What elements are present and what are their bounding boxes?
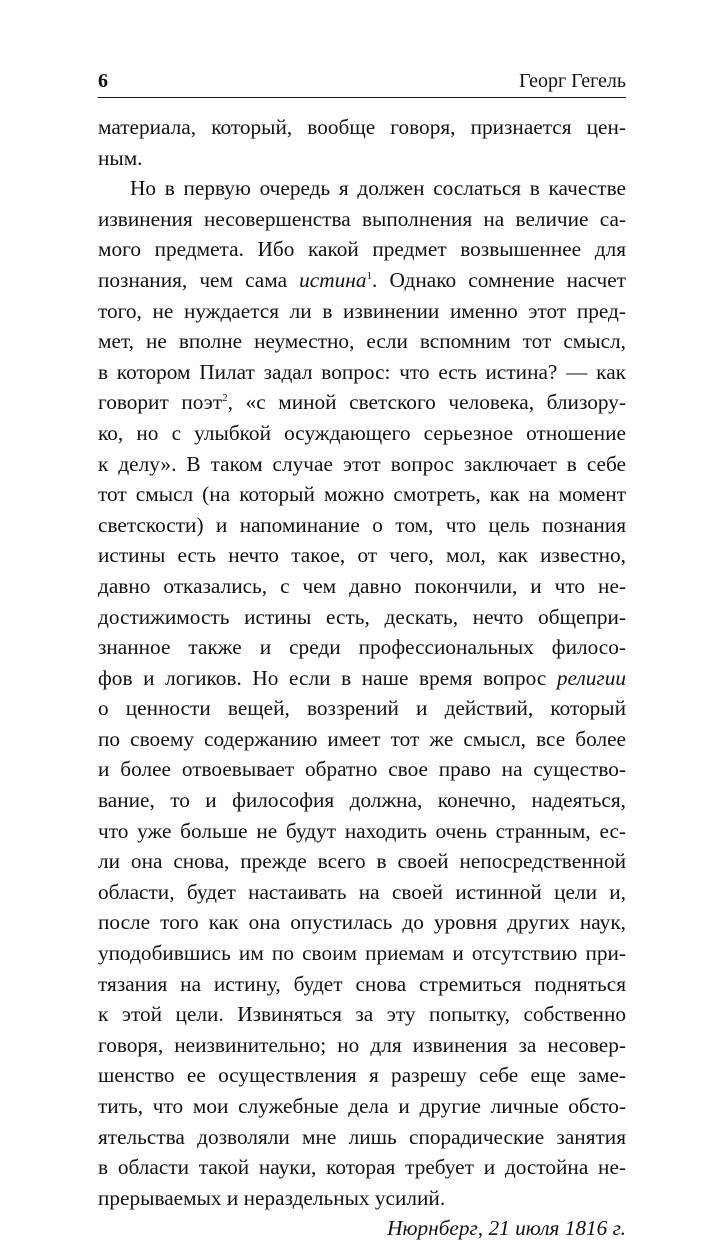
text-line: давно отказались, с чем давно покончили, и что не- xyxy=(98,573,626,598)
text-line: тязания на истину, будет снова стремиться подняться xyxy=(98,971,626,996)
text-line: извинения несовершенства выполнения на величие са- xyxy=(98,206,626,231)
italic-term: религии xyxy=(556,665,626,690)
signature-line: Нюрнберг, 21 июля 1816 г. xyxy=(387,1216,626,1241)
text-line: ным. xyxy=(98,145,143,170)
text-line: что уже больше не будут находить очень странным, ес- xyxy=(98,818,626,843)
text-line: после того как она опустилась до уровня других наук, xyxy=(98,910,626,935)
text-line: и более отвоевывает обратно свое право на существо- xyxy=(98,757,626,782)
text-line: о ценности вещей, воззрений и действий, который xyxy=(98,696,626,721)
text-line: Но в первую очередь я должен сослаться в качестве xyxy=(130,176,626,201)
text-line: ли она снова, прежде всего в своей непосредственной xyxy=(98,849,626,874)
page-number: 6 xyxy=(98,70,108,92)
text-line: мет, не вполне неуместно, если вспомним тот смысл, xyxy=(98,329,626,354)
text-line: в области такой науки, которая требует и достойна не- xyxy=(98,1155,626,1180)
text-line: уподобившись им по своим приемам и отсутствию при- xyxy=(98,941,626,966)
text-line: материала, который, вообще говоря, признается цен- xyxy=(98,115,626,139)
page-header xyxy=(98,66,626,96)
text-line: светскости) и напоминание о том, что цель познания xyxy=(98,512,626,537)
footnote-ref: 2 xyxy=(222,392,228,405)
text-line: ко, но с улыбкой осуждающего серьезное отношение xyxy=(98,420,626,445)
text-run: говорит поэт xyxy=(98,390,223,415)
italic-term: истина xyxy=(299,267,367,292)
text-line: того, не нуждается ли в извинении именно этот пред- xyxy=(98,298,626,323)
text-line: говоря, неизвинительно; но для извинения за несовер- xyxy=(98,1032,626,1057)
footnote-ref: 1 xyxy=(366,269,372,282)
text-line: мого предмета. Ибо какой предмет возвышеннее для xyxy=(98,237,626,262)
text-line xyxy=(98,663,626,694)
text-line: к делу». В таком случае этот вопрос заключает в себе xyxy=(98,451,626,476)
text-line: достижимость истины есть, дескать, нечто общепри- xyxy=(98,604,626,629)
text-run: познания, чем сама xyxy=(98,267,300,292)
text-line xyxy=(98,265,626,296)
text-line: знанное также и среди профессиональных филосо- xyxy=(98,635,626,660)
header-rule xyxy=(98,97,626,98)
text-run: фов и логиков. Но если в наше время вопрос xyxy=(98,665,557,690)
text-line: области, будет настаивать на своей истинной цели и, xyxy=(98,879,626,904)
text-line: в котором Пилат задал вопрос: что есть истина? — как xyxy=(98,359,626,384)
text-line: прерываемых и нераздельных усилий. xyxy=(98,1185,446,1210)
text-run: , «с миной светского человека, близору- xyxy=(227,390,627,415)
text-line: истины есть нечто такое, от чего, мол, как известно, xyxy=(98,543,626,568)
text-line: ятельства дозволяли мне лишь спорадические занятия xyxy=(98,1124,626,1149)
text-line: по своему содержанию имеет тот же смысл, все более xyxy=(98,726,626,751)
text-line: тить, что мои служебные дела и другие личные обсто- xyxy=(98,1094,626,1118)
text-line xyxy=(98,387,626,418)
text-line: к этой цели. Извиняться за эту попытку, собственно xyxy=(98,1002,626,1027)
running-title: Георг Гегель xyxy=(519,70,626,92)
text-line: шенство ее осуществления я разрешу себе еще заме- xyxy=(98,1063,626,1088)
text-line: вание, то и философия должна, конечно, надеяться, xyxy=(98,788,626,813)
text-line: тот смысл (на который можно смотреть, как на момент xyxy=(98,482,626,507)
text-run: . Однако сомнение насчет xyxy=(372,267,626,292)
body-text xyxy=(98,112,626,1244)
